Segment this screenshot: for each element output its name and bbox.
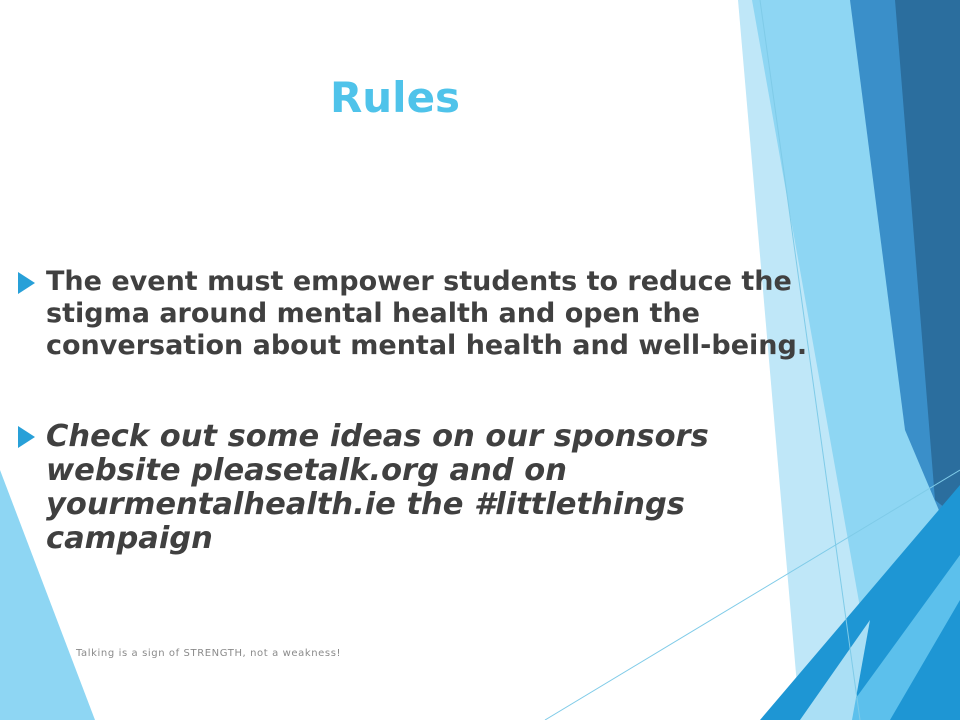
bullet-text-2: Check out some ideas on our sponsors website pleasetalk.org and on yourmentalhealth.ie the #littlethings campaign (46, 419, 709, 556)
footer-text: Talking is a sign of STRENGTH, not a weakness! (76, 648, 342, 659)
arrow-bullet-icon (18, 426, 35, 448)
arrow-bullet-icon (18, 272, 35, 294)
slide-title: Rules (329, 73, 461, 122)
bullet-text-1: The event must empower students to reduce the stigma around mental health and open the conversation about mental health and well-being. (46, 266, 808, 361)
bullet-item-1 (18, 266, 868, 362)
bullet-item-2 (18, 420, 818, 556)
